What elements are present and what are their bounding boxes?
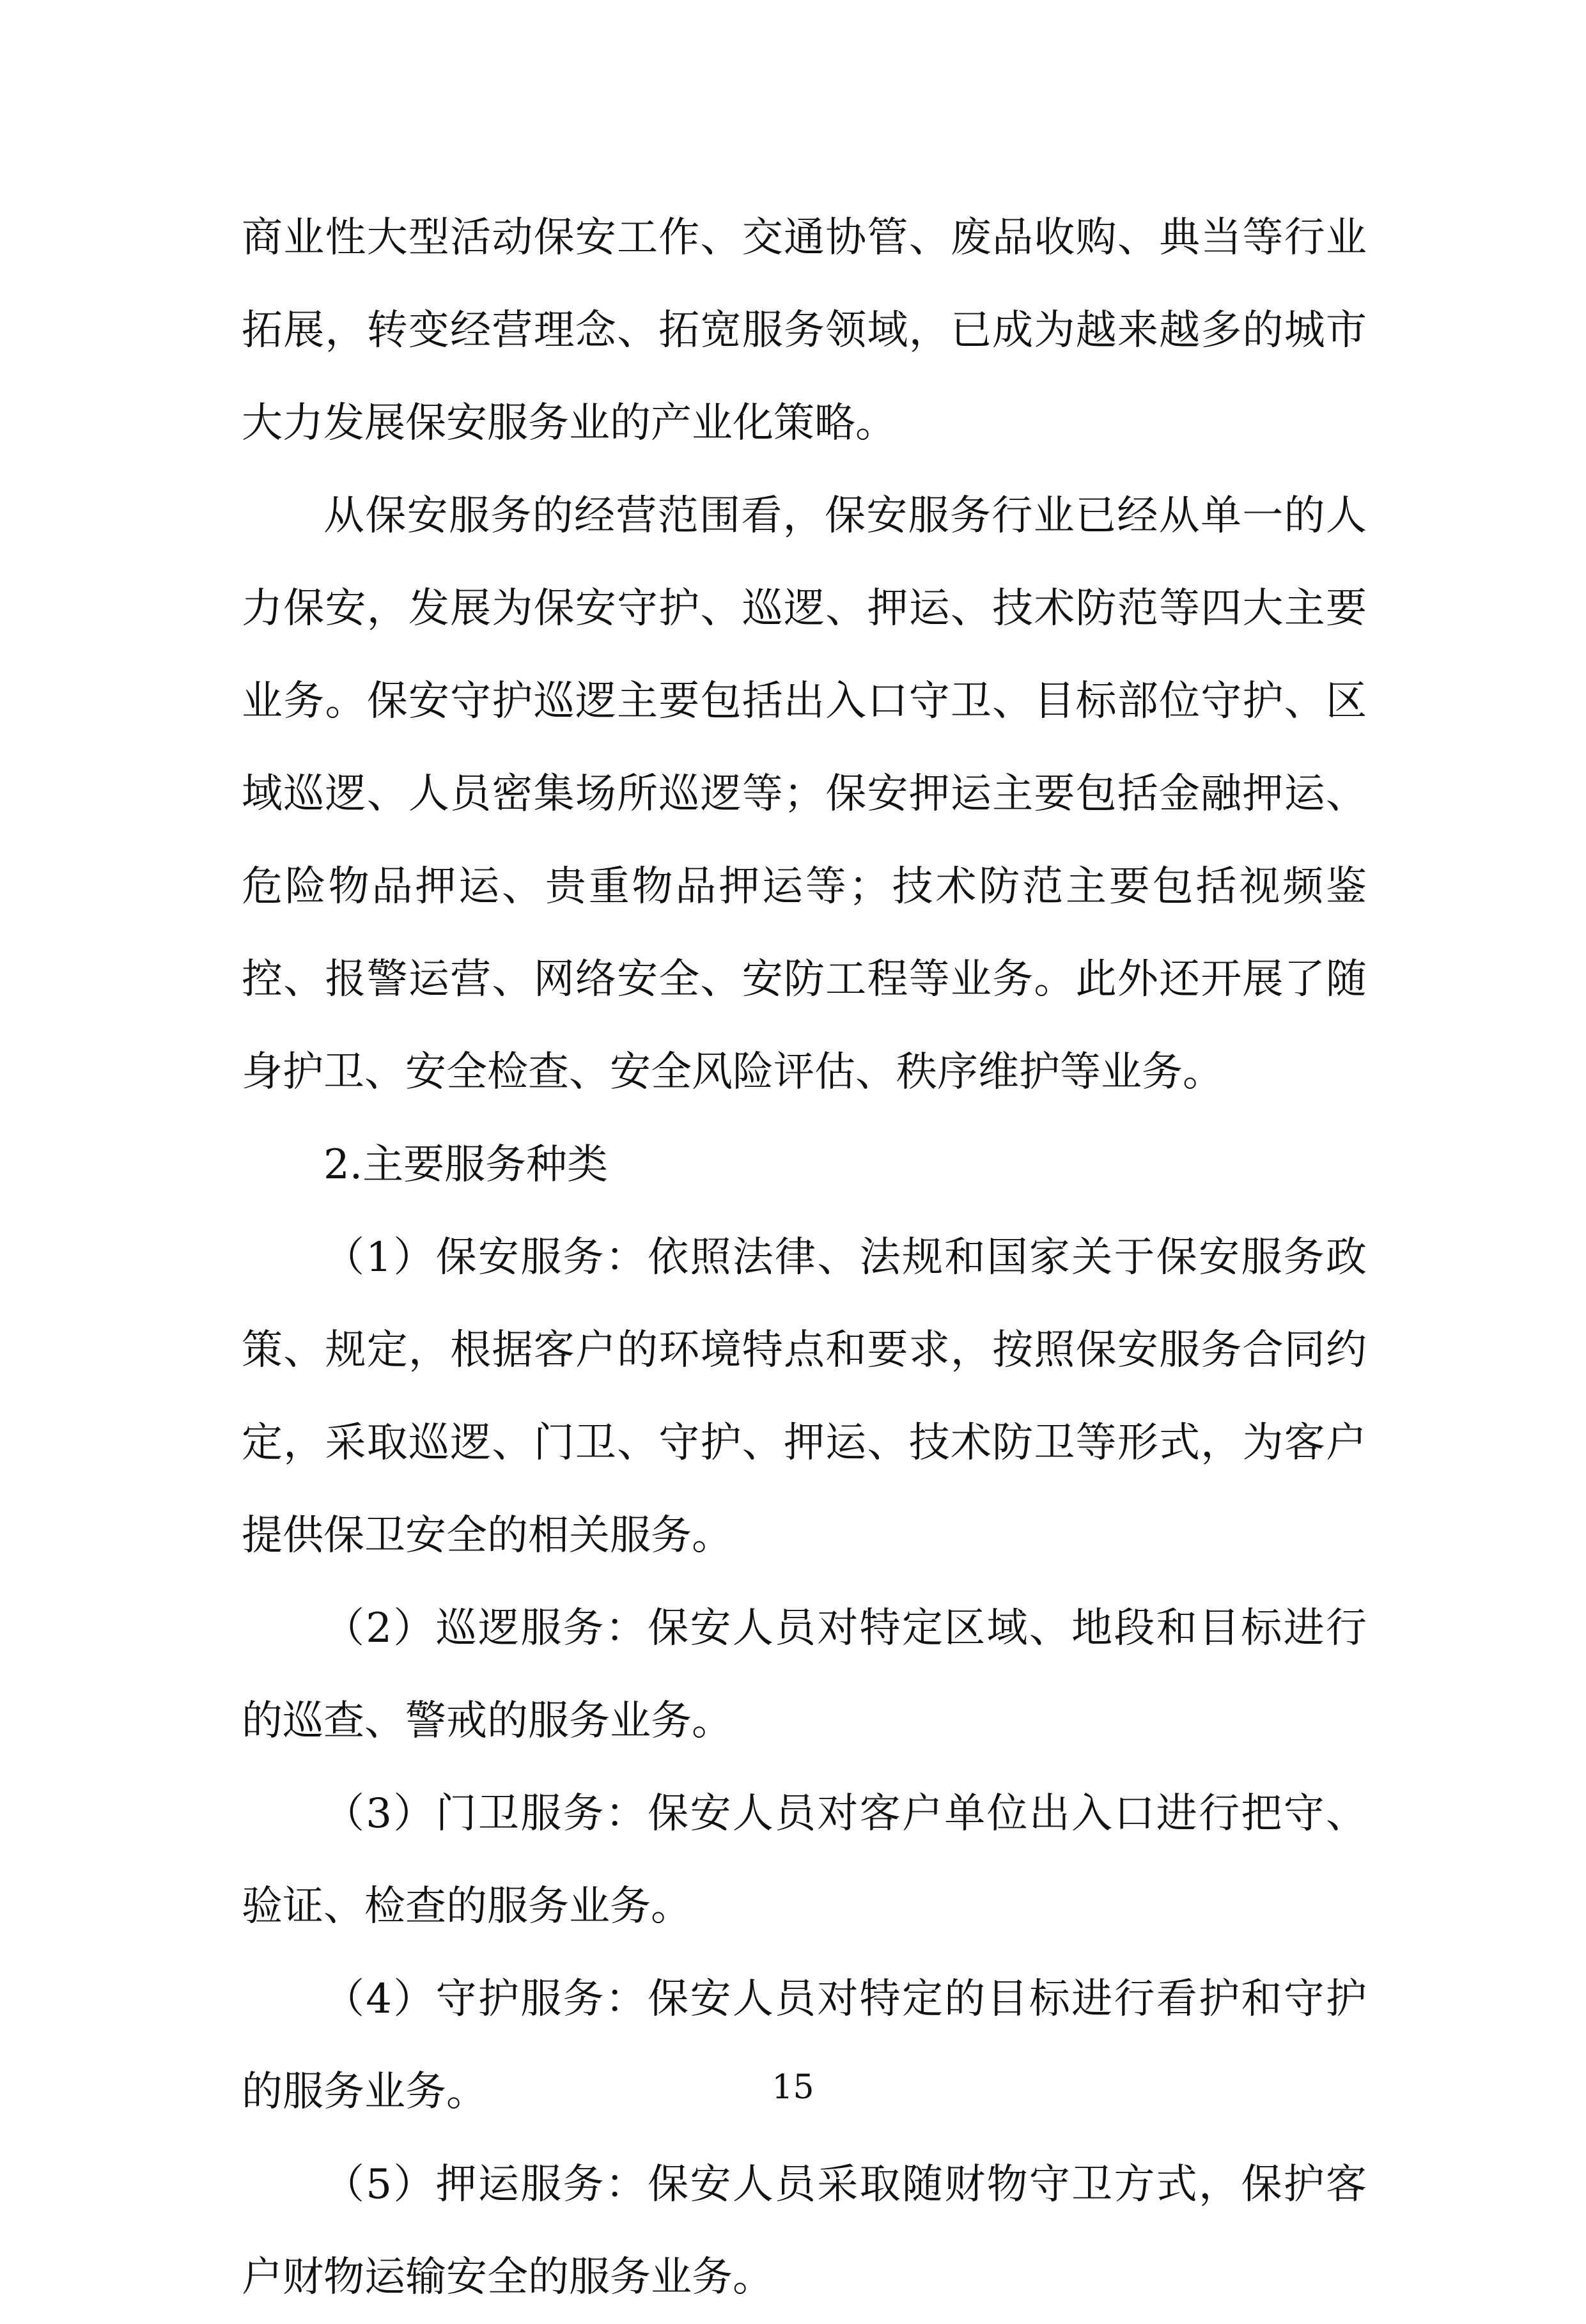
paragraph-continuation: 商业性大型活动保安工作、交通协管、废品收购、典当等行业拓展，转变经营理念、拓宽服务领域，已成为越来越多的城市大力发展保安服务业的产业化策略。: [242, 214, 1367, 447]
paragraph-gate-service: （3）门卫服务：保安人员对客户单位出入口进行把守、验证、检查的服务业务。: [242, 1790, 1367, 1930]
paragraph-patrol-service: （2）巡逻服务：保安人员对特定区域、地段和目标进行的巡查、警戒的服务业务。: [242, 1605, 1367, 1745]
body-text: [242, 192, 1367, 2324]
page-number: 15: [772, 2068, 814, 2107]
paragraph-security-service: （1）保安服务：依照法律、法规和国家关于保安服务政策、规定，根据客户的环境特点和要求，按照保安服务合同约定，采取巡逻、门卫、守护、押运、技术防卫等形式，为客户提供保卫安全的相关服务。: [242, 1234, 1367, 1559]
paragraph-escort-service: （5）押运服务：保安人员采取随财物守卫方式，保护客户财物运输安全的服务业务。: [242, 2161, 1367, 2301]
section-heading-service-types: 2.主要服务种类: [323, 1141, 609, 1189]
paragraph-guard-service: （4）守护服务：保安人员对特定的目标进行看护和守护的服务业务。: [242, 1976, 1367, 2116]
paragraph-business-scope: 从保安服务的经营范围看，保安服务行业已经从单一的人力保安，发展为保安守护、巡逻、押运、技术防范等四大主要业务。保安守护巡逻主要包括出入口守卫、目标部位守护、区域巡逻、人员密集场所巡逻等；保安押运主要包括金融押运、危险物品押运、贵重物品押运等；技术防范主要包括视频鉴控、报警运营、网络安全、安防工程等业务。此外还开展了随身护卫、安全检查、安全风险评估、秩序维护等业务。: [242, 492, 1367, 1096]
